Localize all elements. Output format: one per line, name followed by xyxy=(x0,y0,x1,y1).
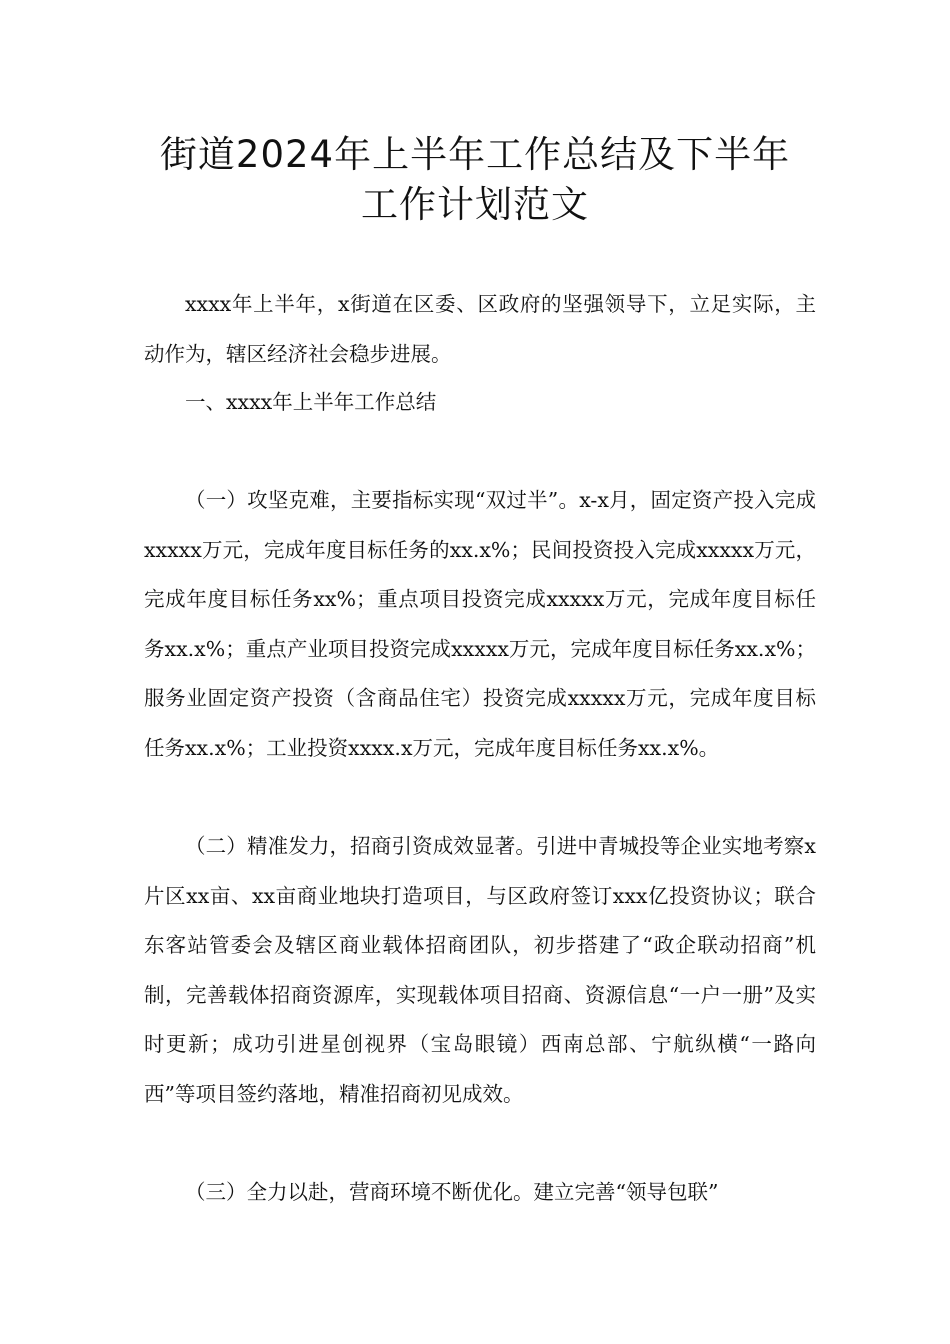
subsection-2-paragraph: （二）精准发力，招商引资成效显著。引进中青城投等企业实地考察x片区xx亩、xx亩商业地块打造项目，与区政府签订xxx亿投资协议；联合东客站管委会及辖区商业载体招商团队，初步搭建了“政企联动招商”机制，完善载体招商资源库，实现载体项目招商、资源信息“一户一册”及实时更新；成功引进星创视界（宝岛眼镜）西南总部、宁航纵横“一路向西”等项目签约落地，精准招商初见成效。 xyxy=(144,834,816,1106)
document-title-line1: 街道2024年上半年工作总结及下半年 xyxy=(159,133,791,176)
document-title-line2: 工作计划范文 xyxy=(361,183,589,226)
subsection-1-paragraph: （一）攻坚克难，主要指标实现“双过半”。x-x月，固定资产投入完成xxxxx万元，完成年度目标任务的xx.x%；民间投资投入完成xxxxx万元，完成年度目标任务xx%；重点项目投资完成xxxxx万元，完成年度目标任务xx.x%；重点产业项目投资完成xxxxx万元，完成年度目标任务xx.x%；服务业固定资产投资（含商品住宅）投资完成xxxxx万元，完成年度目标任务xx.x%；工业投资xxxx.x万元，完成年度目标任务xx.x%。 xyxy=(144,488,816,760)
subsection-3-paragraph: （三）全力以赴，营商环境不断优化。建立完善“领导包联” xyxy=(185,1180,719,1204)
section-heading: 一、xxxx年上半年工作总结 xyxy=(185,390,437,414)
intro-paragraph: xxxx年上半年，x街道在区委、区政府的坚强领导下，立足实际，主动作为，辖区经济社会稳步进展。 xyxy=(144,292,816,366)
